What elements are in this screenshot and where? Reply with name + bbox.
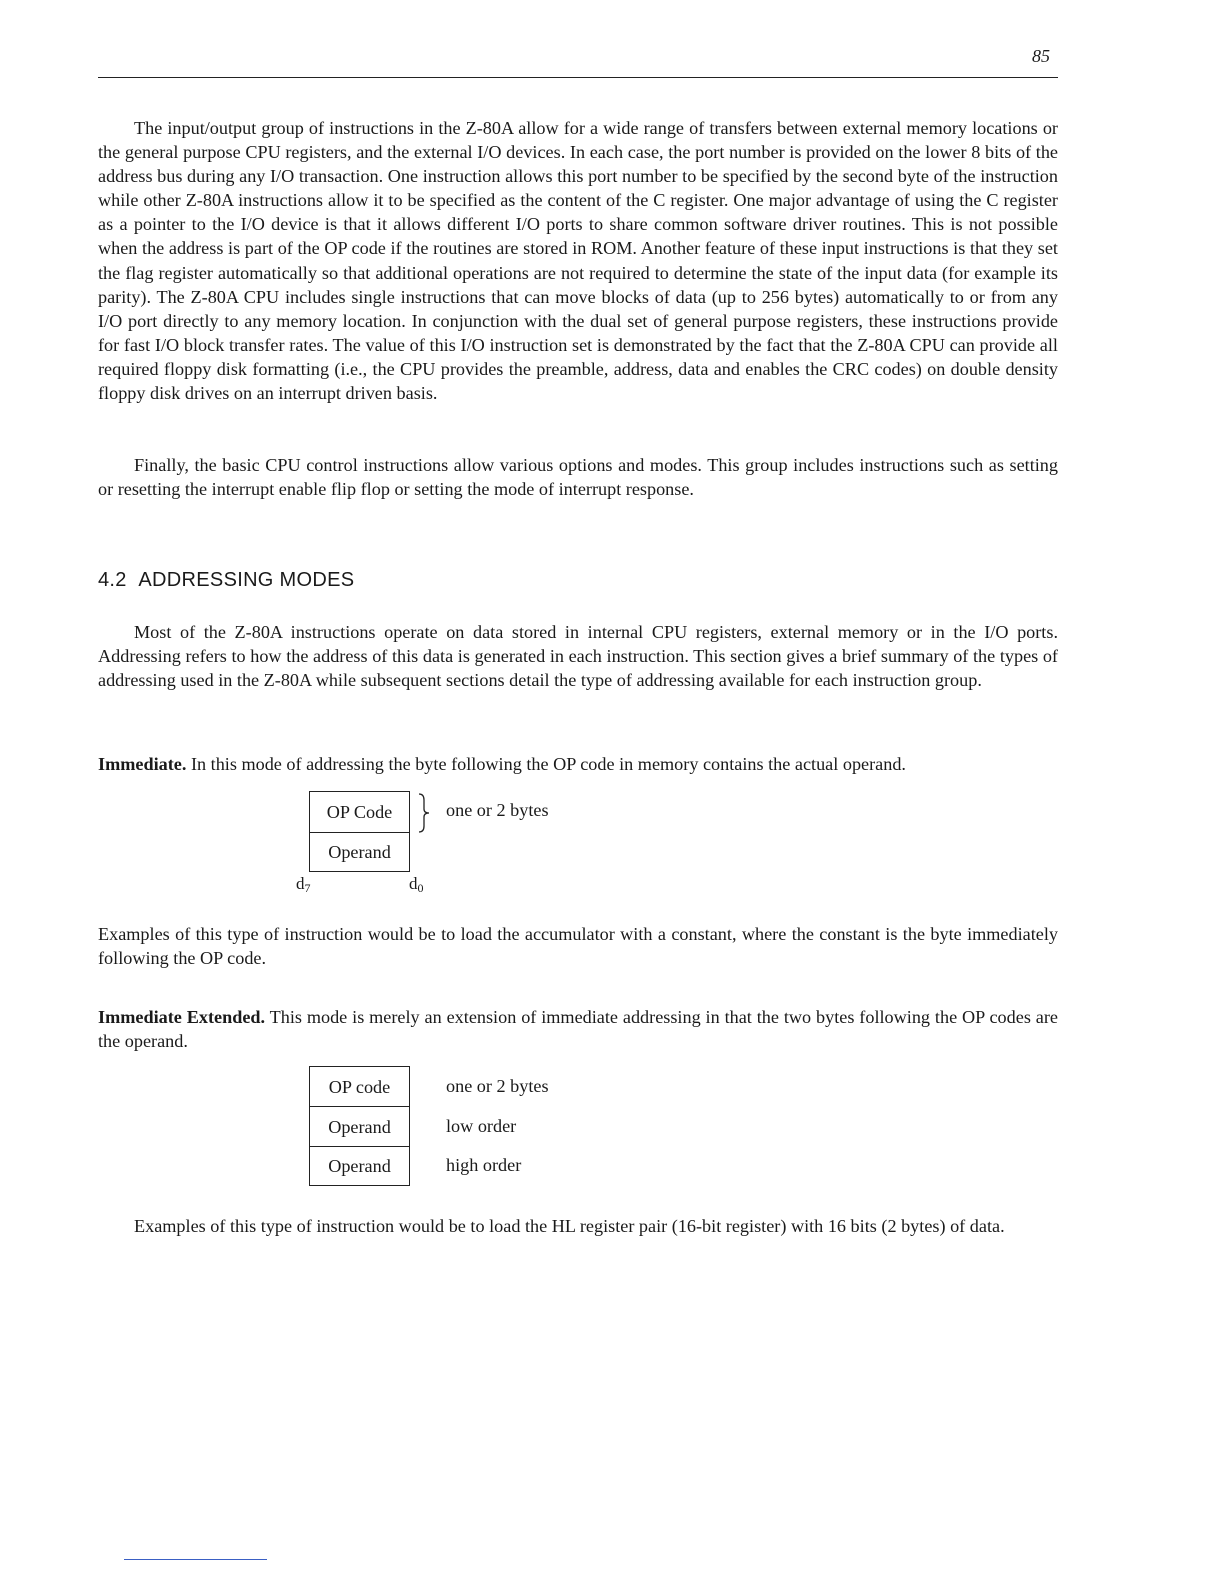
paragraph-io-group: The input/output group of instructions in the Z-80A allow for a wide range of transfers between external memory locations or the general purpose CPU registers, and the external I/O devices. In each case, the port number is provided on the lower 8 bits of the address bus during any I/O transaction. One instruction allows this port number to be specified by the second byte of the instruction while other Z-80A instructions allow it to be specified as the content of the C register. One major advantage of using the C register as a pointer to the I/O device is that it allows different I/O ports to share common software driver routines. This is not possible when the address is part of the OP code if the routines are stored in ROM. Another feature of these input instructions is that they set the flag register automatically so that additional operations are not required to determine the state of the input data (for example its parity). The Z-80A CPU includes single instructions that can move blocks of data (up to 256 bytes) automatically to or from any I/O port directly to any memory location. In conjunction with the dual set of general purpose registers, these instructions provide for fast I/O block transfer rates. The value of this I/O instruction set is demonstrated by the fact that the Z-80A CPU can provide all required floppy disk formatting (i.e., the CPU provides the preamble, address, data and enables the CRC codes) on double density floppy disk drives on an interrupt driven basis. xyxy=(98,118,1058,404)
operand-cell: Operand xyxy=(309,832,410,872)
section-title: ADDRESSING MODES xyxy=(138,569,355,591)
high-order-label: high order xyxy=(446,1155,522,1175)
msb-bit-label: $d_7$ xyxy=(296,874,311,895)
immediate-extended-text: This mode is merely an extension of immediate addressing in that the two bytes following the OP codes are the operand. xyxy=(98,1007,1058,1052)
immediate-example: Examples of this type of instruction would be to load the accumulator with a constant, where the constant is the byte immediately following the OP code. xyxy=(98,924,1058,969)
paragraph-cpu-control: Finally, the basic CPU control instructions allow various options and modes. This group includes instructions such as setting or resetting the interrupt enable flip flop or setting the mode of interrupt response. xyxy=(98,455,1058,500)
page-number: 85 xyxy=(1032,46,1050,66)
section-number: 4.2 xyxy=(98,569,127,591)
opcode-size-label: one or 2 bytes xyxy=(446,1076,549,1096)
curly-brace-icon xyxy=(416,792,432,834)
immediate-term: Immediate. xyxy=(98,754,187,774)
operand-low-cell: Operand xyxy=(309,1106,410,1146)
opcode-cell: OP Code xyxy=(309,791,410,832)
header-rule xyxy=(98,77,1058,78)
immediate-size-label: one or 2 bytes xyxy=(446,800,549,820)
immediate-extended-definition xyxy=(98,1005,1058,1053)
immediate-text: In this mode of addressing the byte following the OP code in memory contains the actual operand. xyxy=(186,754,906,774)
paragraph-addressing-intro: Most of the Z-80A instructions operate on data stored in internal CPU registers, external memory or in the I/O ports. Addressing refers to how the address of this data is generated in each instruction. This section gives a brief summary of the types of addressing used in the Z-80A while subsequent sections detail the type of addressing available for each instruction group. xyxy=(98,622,1058,691)
section-heading xyxy=(98,569,354,592)
operand-high-cell: Operand xyxy=(309,1146,410,1186)
lsb-bit-label: $d_0$ xyxy=(409,874,424,895)
opcode-cell: OP code xyxy=(309,1066,410,1106)
immediate-extended-example: Examples of this type of instruction would be to load the HL register pair (16-bit register) with 16 bits (2 bytes) of data. xyxy=(134,1216,1005,1236)
footnote-rule xyxy=(124,1559,267,1560)
immediate-extended-term: Immediate Extended. xyxy=(98,1007,266,1027)
low-order-label: low order xyxy=(446,1116,517,1136)
immediate-definition xyxy=(98,752,1058,776)
